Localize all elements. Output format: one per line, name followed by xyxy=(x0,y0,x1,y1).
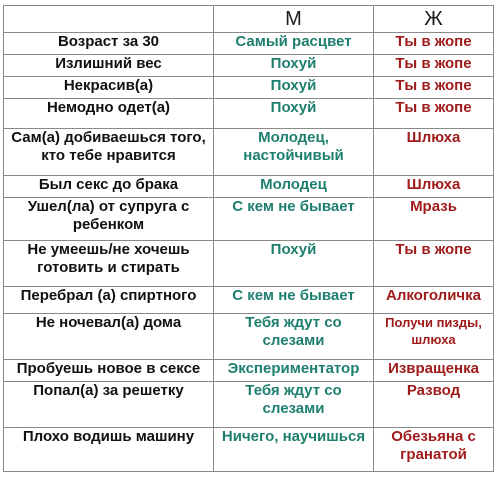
male-answer-cell: Тебя ждут со слезами xyxy=(214,382,374,428)
table-row xyxy=(4,55,494,77)
female-answer-cell: Ты в жопе xyxy=(374,99,494,129)
comparison-table-wrapper xyxy=(3,5,493,472)
question-cell: Перебрал (а) спиртного xyxy=(4,287,214,314)
female-answer-cell: Развод xyxy=(374,382,494,428)
table-row xyxy=(4,77,494,99)
question-cell: Излишний вес xyxy=(4,55,214,77)
female-answer-cell: Ты в жопе xyxy=(374,241,494,287)
header-question-cell xyxy=(4,6,214,33)
table-row xyxy=(4,129,494,176)
table-row xyxy=(4,33,494,55)
table-row xyxy=(4,314,494,360)
table-header-row xyxy=(4,6,494,33)
female-answer-cell: Ты в жопе xyxy=(374,77,494,99)
table-row xyxy=(4,428,494,472)
male-answer-cell: Ничего, научишься xyxy=(214,428,374,472)
female-answer-cell: Шлюха xyxy=(374,129,494,176)
male-answer-cell: Экспериментатор xyxy=(214,360,374,382)
male-answer-cell: С кем не бывает xyxy=(214,198,374,241)
question-cell: Немодно одет(а) xyxy=(4,99,214,129)
male-answer-cell: Молодец xyxy=(214,176,374,198)
table-row xyxy=(4,382,494,428)
header-male-cell: М xyxy=(214,6,374,33)
male-answer-cell: Похуй xyxy=(214,99,374,129)
question-cell: Попал(а) за решетку xyxy=(4,382,214,428)
table-row xyxy=(4,198,494,241)
header-female-cell: Ж xyxy=(374,6,494,33)
female-answer-cell: Алкоголичка xyxy=(374,287,494,314)
table-row xyxy=(4,287,494,314)
table-row xyxy=(4,241,494,287)
question-cell: Был секс до брака xyxy=(4,176,214,198)
question-cell: Ушел(ла) от супруга с ребенком xyxy=(4,198,214,241)
question-cell: Плохо водишь машину xyxy=(4,428,214,472)
female-answer-cell: Ты в жопе xyxy=(374,33,494,55)
male-answer-cell: Похуй xyxy=(214,241,374,287)
female-answer-cell: Шлюха xyxy=(374,176,494,198)
male-answer-cell: Похуй xyxy=(214,77,374,99)
female-answer-cell: Мразь xyxy=(374,198,494,241)
male-answer-cell: Самый расцвет xyxy=(214,33,374,55)
question-cell: Не умеешь/не хочешь готовить и стирать xyxy=(4,241,214,287)
female-answer-cell: Получи пизды, шлюха xyxy=(374,314,494,360)
female-answer-cell: Ты в жопе xyxy=(374,55,494,77)
table-row xyxy=(4,360,494,382)
question-cell: Возраст за 30 xyxy=(4,33,214,55)
female-answer-cell: Извращенка xyxy=(374,360,494,382)
table-row xyxy=(4,99,494,129)
question-cell: Сам(а) добиваешься того, кто тебе нравится xyxy=(4,129,214,176)
male-answer-cell: Молодец, настойчивый xyxy=(214,129,374,176)
table-row xyxy=(4,176,494,198)
male-answer-cell: Похуй xyxy=(214,55,374,77)
question-cell: Некрасив(а) xyxy=(4,77,214,99)
female-answer-cell: Обезьяна с гранатой xyxy=(374,428,494,472)
male-answer-cell: Тебя ждут со слезами xyxy=(214,314,374,360)
male-answer-cell: С кем не бывает xyxy=(214,287,374,314)
question-cell: Не ночевал(а) дома xyxy=(4,314,214,360)
question-cell: Пробуешь новое в сексе xyxy=(4,360,214,382)
comparison-table xyxy=(3,5,494,472)
